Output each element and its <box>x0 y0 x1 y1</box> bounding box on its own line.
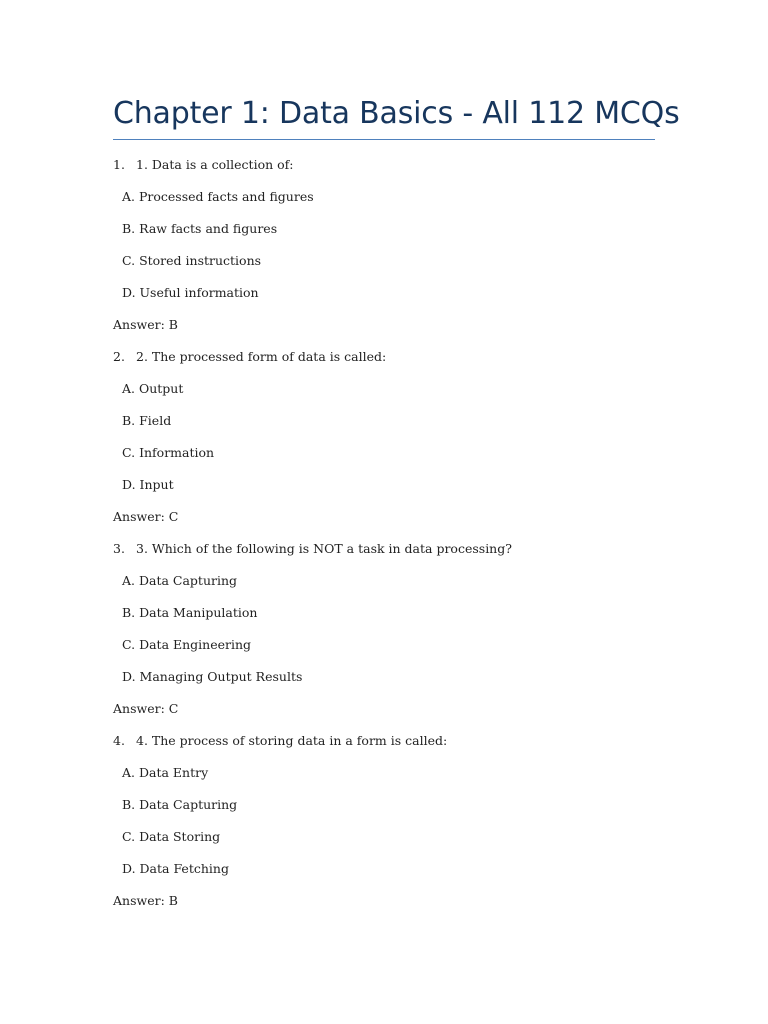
question-3 <box>113 541 655 717</box>
option-b: B. Raw facts and figures <box>122 221 278 236</box>
question-stem <box>113 733 655 749</box>
option-c: C. Information <box>122 445 215 460</box>
option-b: B. Data Capturing <box>122 797 238 812</box>
option-d: D. Input <box>122 477 174 492</box>
question-text: 3. Which of the following is NOT a task in data processing? <box>136 541 512 556</box>
answer-line: Answer: B <box>113 893 178 908</box>
answer-line: Answer: C <box>113 509 179 524</box>
option-c: C. Data Engineering <box>122 637 252 652</box>
page-title: Chapter 1: Data Basics - All 112 MCQs <box>113 94 655 140</box>
answer-line: Answer: B <box>113 317 178 332</box>
question-2 <box>113 349 655 525</box>
question-number: 1. <box>113 157 125 172</box>
option-a: A. Data Capturing <box>122 573 238 588</box>
question-number: 4. <box>113 733 125 748</box>
option-d: D. Useful information <box>122 285 259 300</box>
question-stem <box>113 349 655 365</box>
option-b: B. Data Manipulation <box>122 605 258 620</box>
option-d: D. Managing Output Results <box>122 669 303 684</box>
option-c: C. Stored instructions <box>122 253 262 268</box>
option-d: D. Data Fetching <box>122 861 229 876</box>
question-list <box>113 157 655 909</box>
option-c: C. Data Storing <box>122 829 221 844</box>
answer-line: Answer: C <box>113 701 179 716</box>
question-number: 3. <box>113 541 125 556</box>
question-1 <box>113 157 655 333</box>
question-text: 4. The process of storing data in a form is called: <box>136 733 448 748</box>
option-b: B. Field <box>122 413 172 428</box>
question-4 <box>113 733 655 909</box>
document-page <box>113 94 680 925</box>
question-stem <box>113 541 655 557</box>
question-text: 1. Data is a collection of: <box>136 157 294 172</box>
question-stem <box>113 157 655 173</box>
question-text: 2. The processed form of data is called: <box>136 349 387 364</box>
option-a: A. Processed facts and figures <box>122 189 314 204</box>
option-a: A. Output <box>122 381 184 396</box>
option-a: A. Data Entry <box>122 765 209 780</box>
question-number: 2. <box>113 349 125 364</box>
